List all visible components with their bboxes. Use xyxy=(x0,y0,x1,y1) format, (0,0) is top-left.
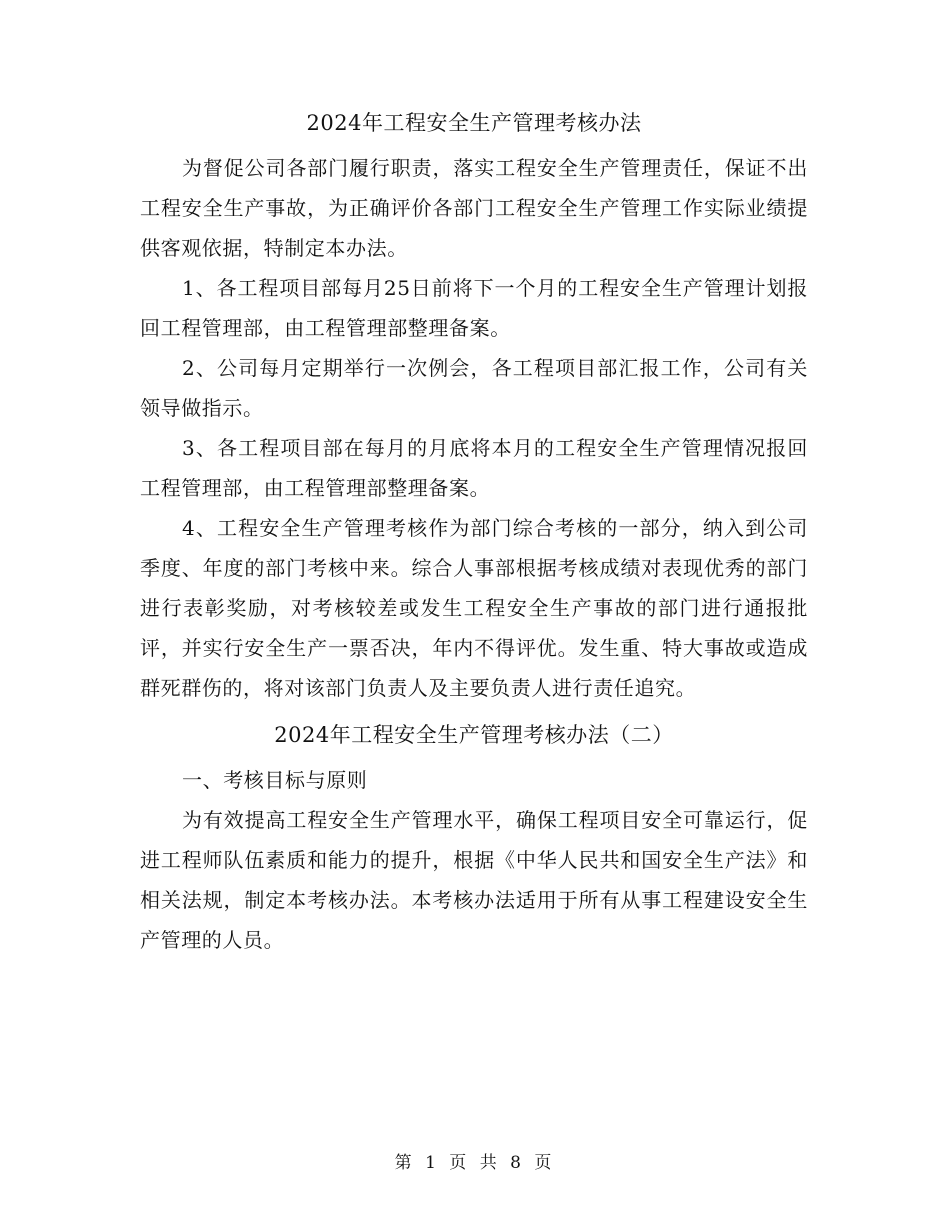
document-title-2: 2024年工程安全生产管理考核办法（二） xyxy=(274,723,674,747)
document-title: 2024年工程安全生产管理考核办法 xyxy=(306,111,642,135)
section-heading: 一、考核目标与原则 xyxy=(182,768,368,792)
document-body xyxy=(140,104,808,960)
paragraph-item-4: 4、工程安全生产管理考核作为部门综合考核的一部分，纳入到公司季度、年度的部门考核中来。综合人事部根据考核成绩对表现优秀的部门进行表彰奖励，对考核较差或发生工程安全生产事故的部门进行通报批评，并实行安全生产一票否决，年内不得评优。发生重、特大事故或造成群死群伤的，将对该部门负责人及主要负责人进行责任追究。 xyxy=(140,516,808,700)
paragraph-intro: 为督促公司各部门履行职责，落实工程安全生产管理责任，保证不出工程安全生产事故，为正确评价各部门工程安全生产管理工作实际业绩提供客观依据，特制定本办法。 xyxy=(140,156,808,260)
page-number-footer: 第 1 页 共 8 页 xyxy=(394,1153,556,1173)
paragraph-item-1: 1、各工程项目部每月25日前将下一个月的工程安全生产管理计划报回工程管理部，由工程管理部整理备案。 xyxy=(140,276,808,340)
paragraph-item-2: 2、公司每月定期举行一次例会，各工程项目部汇报工作，公司有关领导做指示。 xyxy=(140,356,808,420)
paragraph-section-1: 为有效提高工程安全生产管理水平，确保工程项目安全可靠运行，促进工程师队伍素质和能力的提升，根据《中华人民共和国安全生产法》和相关法规，制定本考核办法。本考核办法适用于所有从事工程建设安全生产管理的人员。 xyxy=(140,808,808,952)
paragraph-item-3: 3、各工程项目部在每月的月底将本月的工程安全生产管理情况报回工程管理部，由工程管理部整理备案。 xyxy=(140,436,808,500)
